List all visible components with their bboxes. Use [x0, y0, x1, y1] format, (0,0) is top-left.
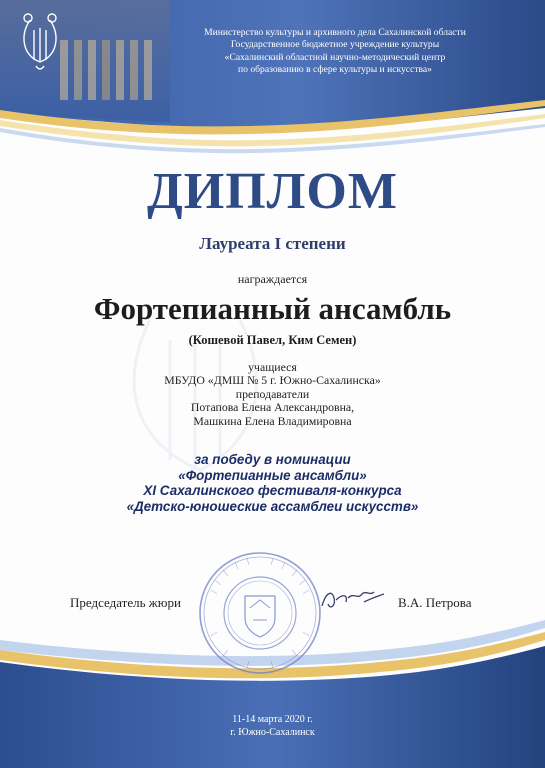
info-line: МБУДО «ДМШ № 5 г. Южно-Сахалинска» — [164, 373, 381, 388]
nomination-text — [0, 452, 545, 514]
nomination-line: XI Сахалинского фестиваля-конкурса — [143, 483, 402, 499]
official-stamp-icon — [195, 548, 325, 678]
jury-chair-name: В.А. Петрова — [398, 595, 472, 610]
diploma-title: ДИПЛОМ — [147, 163, 398, 220]
nomination-line: за победу в номинации — [194, 452, 351, 467]
nomination-line: «Детско-юношеские ассамблеи искусств» — [126, 498, 419, 514]
header-line: «Сахалинский областной научно-методический центр — [224, 51, 446, 63]
awarded-label: награждается — [237, 272, 308, 286]
nomination-line: «Фортепианные ансамбли» — [178, 467, 367, 483]
footer — [0, 714, 545, 739]
header-line: по образованию в сфере культуры и искусства» — [238, 63, 432, 75]
recipient-info — [0, 361, 545, 428]
jury-chair-title: Председатель жюри — [70, 595, 181, 610]
header-line: Министерство культуры и архивного дела Сахалинской области — [204, 27, 466, 38]
info-line: Машкина Елена Владимировна — [193, 413, 352, 428]
event-date: 11-14 марта 2020 г. — [232, 714, 313, 725]
header-line: Государственное бюджетное учреждение культуры — [230, 39, 440, 51]
organization-header — [165, 27, 505, 76]
handwritten-signature — [318, 584, 388, 614]
info-line: преподаватели — [235, 386, 310, 401]
diploma-degree: Лауреата I степени — [199, 234, 346, 253]
info-line: Потапова Елена Александровна, — [190, 400, 355, 415]
event-city: г. Южно-Сахалинск — [230, 726, 315, 738]
recipient-name: Фортепианный ансамбль — [93, 291, 452, 326]
ensemble-members: (Кошевой Павел, Ким Семен) — [188, 333, 357, 347]
info-line: учащиеся — [248, 360, 297, 374]
